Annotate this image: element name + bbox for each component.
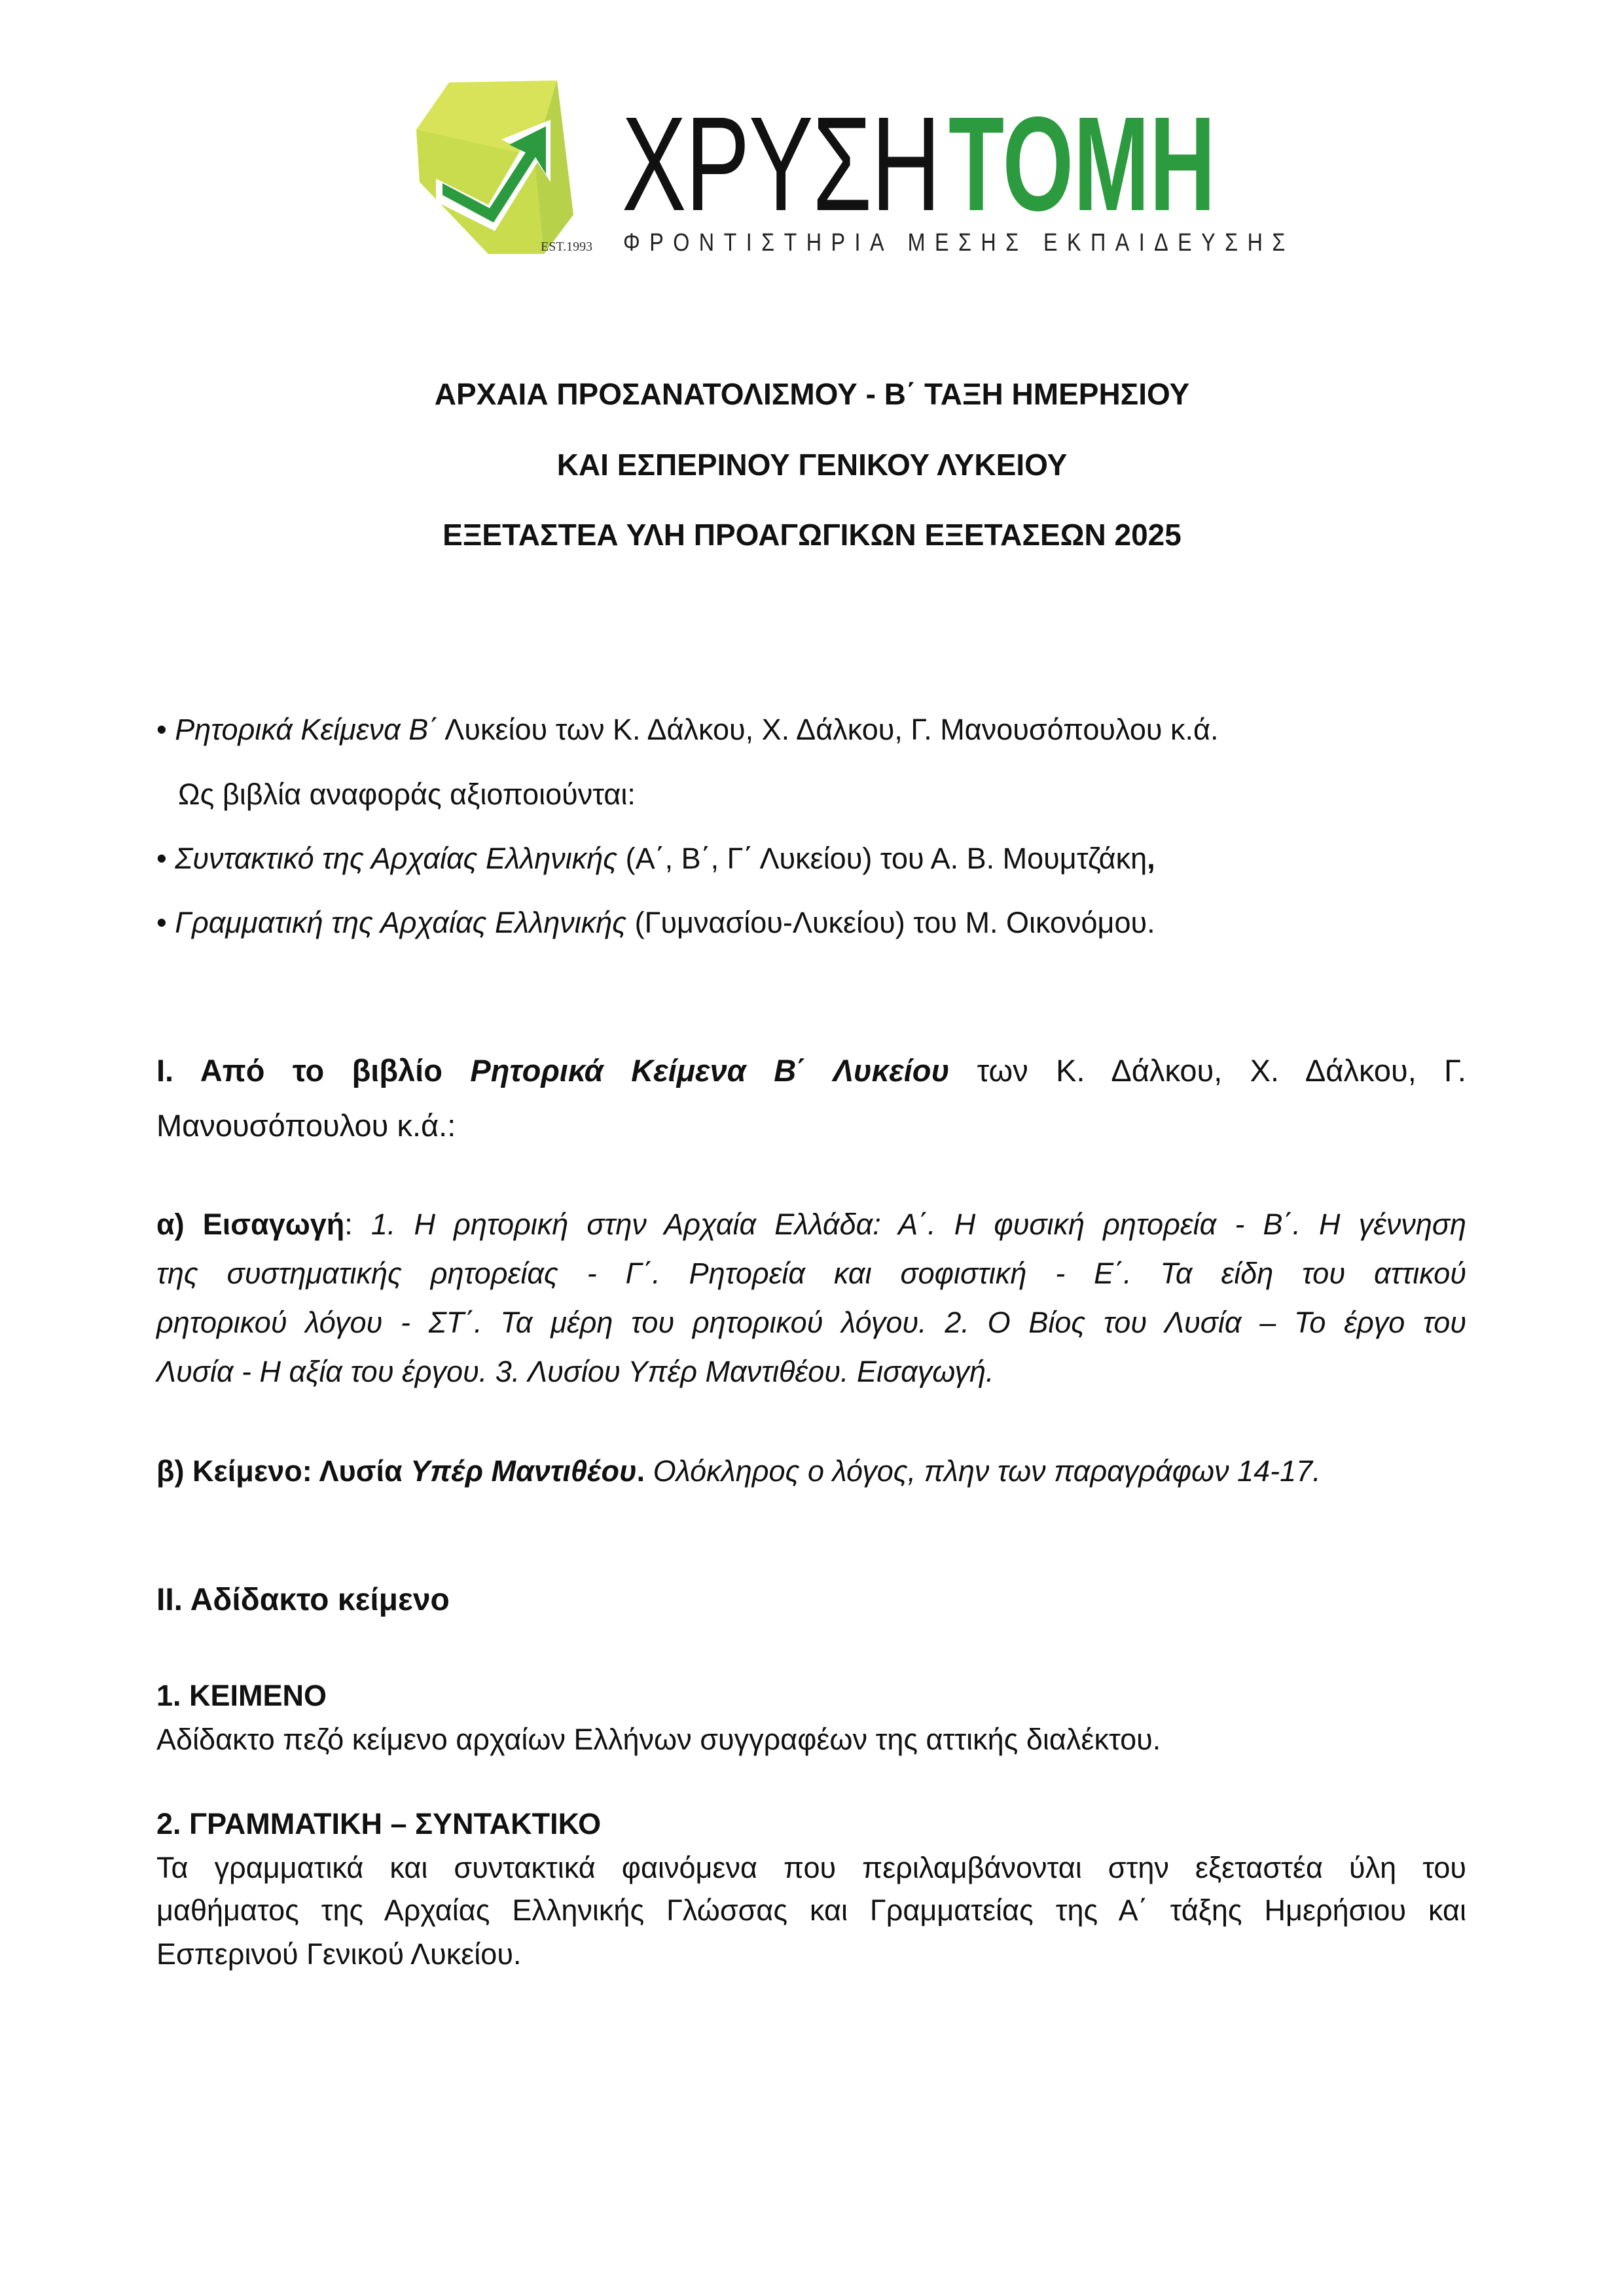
intro-label: α) Εισαγωγή: [156, 1208, 345, 1241]
heading-bold: Ι. Από το βιβλίο: [156, 1053, 442, 1088]
doc-title-line-3: ΕΞΕΤΑΣΤΕΑ ΥΛΗ ΠΡΟΑΓΩΓΙΚΩΝ ΕΞΕΤΑΣΕΩΝ 2025: [442, 518, 1182, 552]
logo: [410, 77, 1295, 260]
intro-line-1: [156, 1208, 1466, 1247]
intro-text: Λυσία - Η αξία του έργου. 3. Λυσίου Υπέρ Μαντιθέου. Εισαγωγή.: [156, 1355, 994, 1388]
subsection-1-text: Αδίδακτο πεζό κείμενο αρχαίων Ελλήνων συγγραφέων της αττικής διαλέκτου.: [156, 1723, 1161, 1756]
text: μαθήματος της Αρχαίας Ελληνικής Γλώσσας και Γραμματείας της Α΄ τάξης Ημερήσιου και: [156, 1893, 1466, 1927]
logo-est: EST.1993: [541, 240, 593, 254]
text-title: Υπέρ Μαντιθέου: [410, 1454, 637, 1488]
intro-line-4: [156, 1355, 1466, 1389]
text-label: β) Κείμενο: Λυσία: [156, 1454, 411, 1488]
intro-text: της συστηματικής ρητορείας - Γ΄. Ρητορεία και σοφιστική - Ε΄. Τα είδη του αττικού: [156, 1257, 1466, 1290]
ref-bullet-2: [156, 842, 1155, 876]
ref-bullet-1: [156, 713, 1219, 747]
ref-authors: (Α΄, Β΄, Γ΄ Λυκείου) του Α. Β. Μουμτζάκη: [617, 842, 1147, 875]
doc-title-line-2: ΚΑΙ ΕΣΠΕΡΙΝΟΥ ΓΕΝΙΚΟΥ ΛΥΚΕΙΟΥ: [556, 448, 1068, 482]
ref-title: Συντακτικό της Αρχαίας Ελληνικής: [175, 842, 618, 875]
ref-title: Ρητορικά Κείμενα Β΄: [175, 713, 439, 746]
colon: :: [344, 1208, 371, 1241]
text: Τα γραμματικά και συντακτικά φαινόμενα που περιλαμβάνονται στην εξεταστέα ύλη του: [156, 1851, 1466, 1884]
subsection-2-line-3: Εσπερινού Γενικού Λυκείου.: [156, 1937, 522, 1971]
ref-authors: (Γυμνασίου-Λυκείου) του Μ. Οικονόμου.: [626, 906, 1155, 939]
logo-brand-black: ΧΡΥΣΗ: [622, 89, 940, 239]
intro-text: ρητορικού λόγου - ΣΤ΄. Τα μέρη του ρητορικού λόγου. 2. Ο Βίος του Λυσία – Το έργο του: [156, 1306, 1466, 1339]
ref-authors: Λυκείου των Κ. Δάλκου, Χ. Δάλκου, Γ. Μανουσόπουλου κ.ά.: [438, 713, 1219, 746]
bullet: •: [156, 906, 167, 939]
dot: .: [636, 1454, 645, 1488]
ref-title: Γραμματική της Αρχαίας Ελληνικής: [175, 906, 627, 939]
intro-text: 1. Η ρητορική στην Αρχαία Ελλάδα: Α΄. Η φυσική ρητορεία - Β΄. Η γέννηση: [370, 1208, 1467, 1241]
ref-note: Ως βιβλία αναφοράς αξιοποιούνται:: [178, 778, 636, 811]
section1-heading: [156, 1052, 1466, 1092]
intro-line-3: [156, 1306, 1466, 1345]
bullet: •: [156, 713, 167, 746]
logo-tagline: ΦΡΟΝΤΙΣΤΗΡΙΑ ΜΕΣΗΣ ΕΚΠΑΙΔΕΥΣΗΣ: [623, 229, 1295, 257]
intro-line-2: [156, 1257, 1466, 1296]
subsection-2-line-1: [156, 1851, 1466, 1890]
text-line: [156, 1454, 1466, 1488]
subsection-2-heading: 2. ΓΡΑΜΜΑΤΙΚΗ – ΣΥΝΤΑΚΤΙΚΟ: [156, 1807, 602, 1840]
ref-bullet-3: [156, 906, 1155, 940]
logo-cube-arrow-icon: [410, 77, 580, 260]
heading-authors: των Κ. Δάλκου, Χ. Δάλκου, Γ.: [977, 1053, 1466, 1088]
logo-brand-green: ΤΟΜΗ: [948, 89, 1216, 239]
subsection-2-line-2: [156, 1893, 1466, 1933]
section1-heading-line2: Μανουσόπουλου κ.ά.:: [156, 1108, 456, 1143]
subsection-1-heading: 1. ΚΕΙΜΕΝΟ: [156, 1679, 327, 1712]
doc-title-line-1: ΑΡΧΑΙΑ ΠΡΟΣΑΝΑΤΟΛΙΣΜΟΥ - Β΄ ΤΑΞΗ ΗΜΕΡΗΣΙΟΥ: [434, 377, 1190, 411]
bullet: •: [156, 842, 167, 875]
text-scope: Ολόκληρος ο λόγος, πλην των παραγράφων 14-17.: [645, 1454, 1321, 1488]
section2-heading: ΙΙ. Αδίδακτο κείμενο: [156, 1583, 450, 1617]
heading-book: Ρητορικά Κείμενα Β΄ Λυκείου: [470, 1053, 950, 1088]
comma: ,: [1147, 842, 1155, 875]
